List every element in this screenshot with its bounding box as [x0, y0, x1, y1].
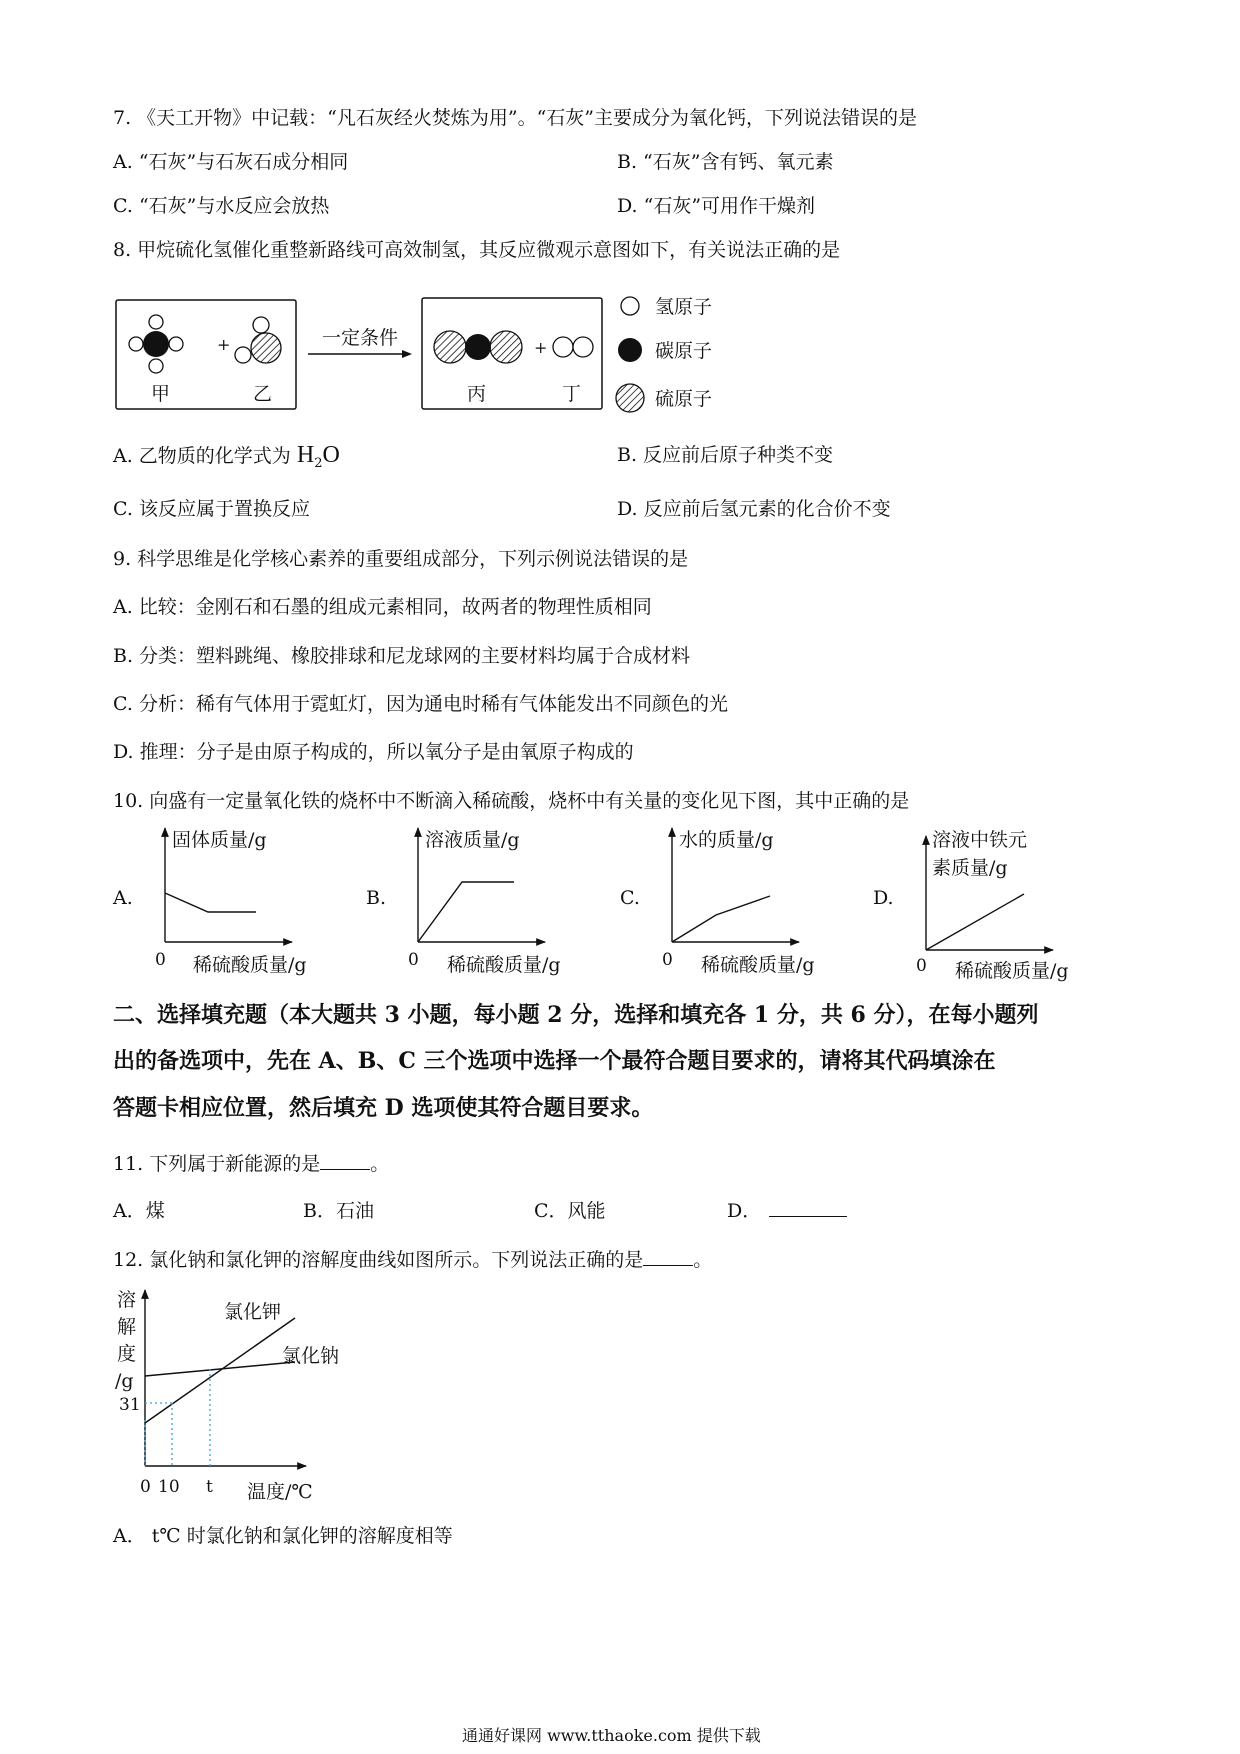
- graph-b-ylabel: 溶液质量/g: [425, 829, 520, 851]
- formula-o: O: [322, 442, 340, 468]
- q11-stem-end: 。: [370, 1153, 390, 1175]
- q7-option-b: B. “石灰”含有钙、氧元素: [617, 151, 834, 173]
- q9-option-c: C. 分析：稀有气体用于霓虹灯，因为通电时稀有气体能发出不同颜色的光: [113, 693, 728, 715]
- svg-text:碳原子: 碳原子: [655, 340, 713, 362]
- label-ding: 丁: [562, 383, 582, 405]
- graph-b-xlabel: 稀硫酸质量/g: [447, 954, 561, 976]
- y-label-2: 解: [117, 1316, 137, 1338]
- q9-stem: 9. 科学思维是化学核心素养的重要组成部分，下列示例说法错误的是: [113, 548, 689, 570]
- kcl-label: 氯化钾: [224, 1301, 282, 1323]
- x-tick-10: 10: [158, 1477, 180, 1497]
- q8-stem: 8. 甲烷硫化氢催化重整新路线可高效制氢，其反应微观示意图如下，有关说法正确的是: [113, 239, 841, 261]
- graph-b-origin: 0: [408, 950, 419, 970]
- y-label-3: 度: [117, 1343, 137, 1365]
- q10-stem: 10. 向盛有一定量氧化铁的烧杯中不断滴入稀硫酸，烧杯中有关量的变化见下图，其中正确的是: [113, 790, 910, 812]
- svg-text:硫原子: 硫原子: [655, 388, 713, 410]
- kcl-curve: [145, 1318, 295, 1423]
- q7-option-d: D. “石灰”可用作干燥剂: [617, 195, 816, 217]
- graph-a-origin: 0: [155, 950, 166, 970]
- section2-line3: 答题卡相应位置，然后填充 D 选项使其符合题目要求。: [113, 1095, 654, 1121]
- graph-c-ylabel: 水的质量/g: [679, 829, 774, 851]
- graph-d-ylabel-2: 素质量/g: [932, 857, 1008, 879]
- q12-stem-end: 。: [693, 1249, 713, 1271]
- q11-stem-text: 11. 下列属于新能源的是: [113, 1153, 321, 1175]
- section2-line1: 二、选择填充题（本大题共 3 小题，每小题 2 分，选择和填充各 1 分，共 6 分），在每小题列: [113, 1002, 1039, 1028]
- graph-c-origin: 0: [662, 950, 673, 970]
- label-yi: 乙: [253, 383, 273, 405]
- q11-option-c: C．风能: [534, 1200, 606, 1222]
- q9-option-d: D. 推理：分子是由原子构成的，所以氧分子是由氧原子构成的: [113, 741, 634, 763]
- graph-b-option: B.: [366, 887, 387, 909]
- x-tick-0: 0: [140, 1477, 151, 1497]
- svg-text:+: +: [534, 338, 548, 357]
- q12-stem-text: 12. 氯化钠和氯化钾的溶解度曲线如图所示。下列说法正确的是: [113, 1249, 644, 1271]
- q7-option-c: C. “石灰”与水反应会放热: [113, 195, 330, 217]
- svg-text:氢原子: 氢原子: [655, 296, 713, 318]
- q11-option-b: B．石油: [303, 1200, 374, 1222]
- condition-label: 一定条件: [322, 327, 399, 349]
- q11-option-a: A．煤: [113, 1200, 165, 1222]
- q8-option-b: B. 反应前后原子种类不变: [617, 444, 834, 466]
- label-bing: 丙: [467, 383, 487, 405]
- graph-d-xlabel: 稀硫酸质量/g: [955, 960, 1069, 982]
- nacl-label: 氯化钠: [282, 1345, 340, 1367]
- q8-option-c: C. 该反应属于置换反应: [113, 498, 310, 520]
- y-label-4: /g: [115, 1370, 134, 1392]
- q8-option-a-text: A. 乙物质的化学式为: [113, 445, 291, 467]
- graph-a-ylabel: 固体质量/g: [172, 829, 267, 851]
- graph-a-xlabel: 稀硫酸质量/g: [193, 954, 307, 976]
- q9-option-a: A. 比较：金刚石和石墨的组成元素相同，故两者的物理性质相同: [113, 596, 652, 618]
- svg-text:+: +: [217, 335, 231, 354]
- formula-subscript: 2: [314, 455, 323, 471]
- formula-h: H: [296, 442, 315, 468]
- q9-option-b: B. 分类：塑料跳绳、橡胶排球和尼龙球网的主要材料均属于合成材料: [113, 645, 691, 667]
- graph-c-option: C.: [620, 887, 640, 909]
- nacl-curve: [145, 1362, 295, 1376]
- graph-a-option: A.: [113, 887, 133, 909]
- page-footer: 通通好课网 www.tthaoke.com 提供下载: [462, 1726, 761, 1745]
- label-jia: 甲: [151, 383, 171, 405]
- x-label: 温度/℃: [247, 1481, 313, 1503]
- graph-c-xlabel: 稀硫酸质量/g: [701, 954, 815, 976]
- graph-d-origin: 0: [916, 956, 927, 976]
- q7-option-a: A. “石灰”与石灰石成分相同: [113, 151, 349, 173]
- y-tick-31: 31: [119, 1395, 141, 1415]
- q11-option-d-text: D．: [727, 1200, 762, 1222]
- graph-d-option: D.: [873, 887, 894, 909]
- q12-option-a: A． t℃ 时氯化钠和氯化钾的溶解度相等: [113, 1525, 453, 1547]
- graph-d-ylabel-1: 溶液中铁元: [932, 829, 1028, 851]
- section2-line2: 出的备选项中，先在 A、B、C 三个选项中选择一个最符合题目要求的，请将其代码填涂在: [113, 1048, 996, 1074]
- q8-option-d: D. 反应前后氢元素的化合价不变: [617, 498, 891, 520]
- y-label-1: 溶: [117, 1289, 137, 1311]
- x-tick-t: t: [206, 1477, 213, 1497]
- q7-stem: 7. 《天工开物》中记载：“凡石灰经火焚炼为用”。“石灰”主要成分为氧化钙，下列说法错误的是: [113, 107, 918, 129]
